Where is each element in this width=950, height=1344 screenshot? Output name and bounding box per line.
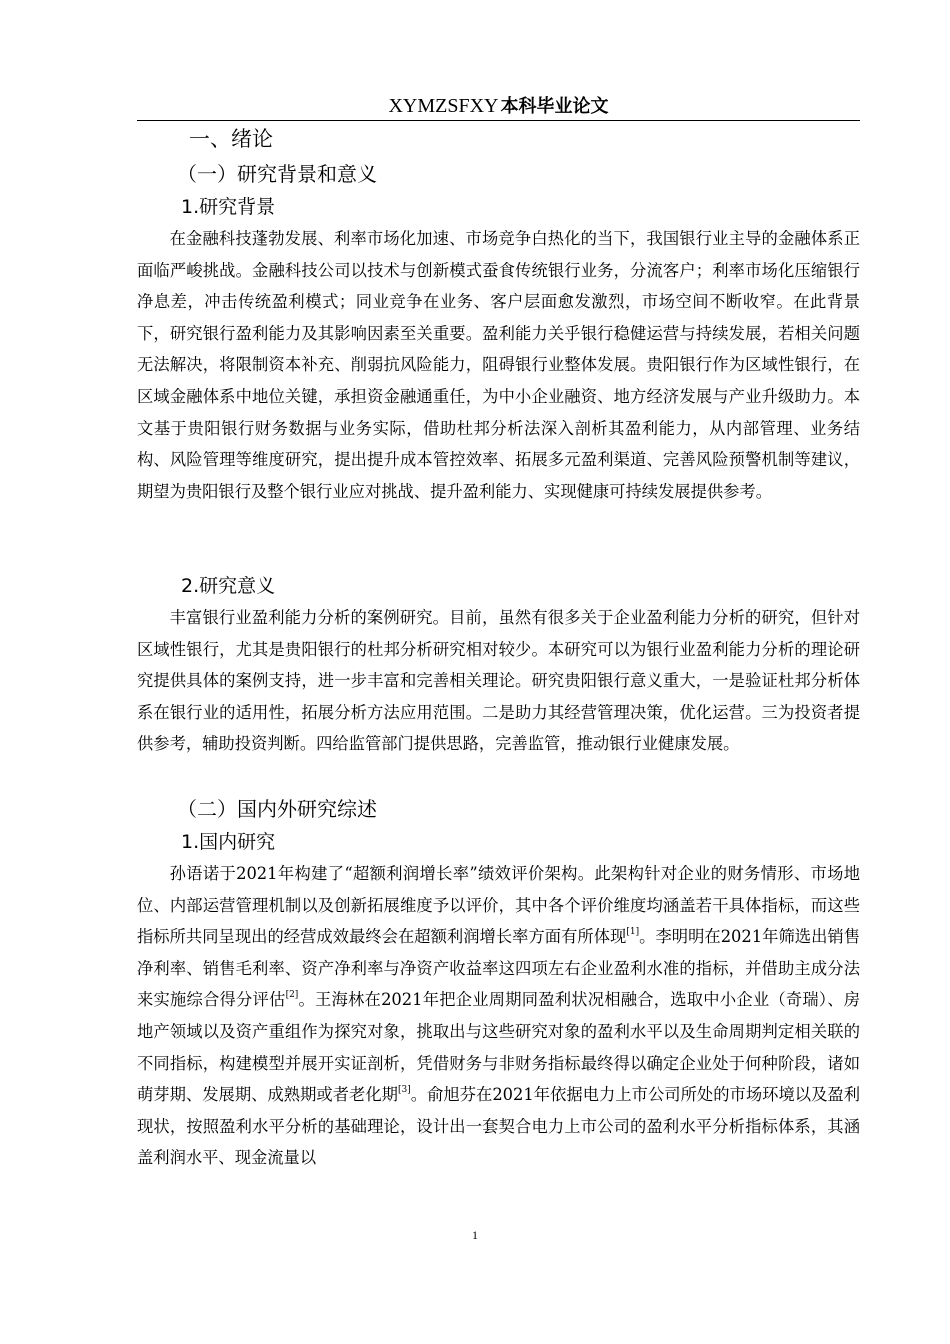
section-title: （二）国内外研究综述 bbox=[177, 797, 377, 821]
section-title: （一）研究背景和意义 bbox=[177, 162, 377, 186]
chapter-title: 一、绪论 bbox=[189, 127, 273, 151]
page-number: 1 bbox=[472, 1228, 478, 1242]
subsection-title: 2.研究意义 bbox=[181, 575, 276, 597]
page-body bbox=[137, 121, 860, 1174]
header-latin: XYMZSFXY bbox=[388, 95, 499, 117]
paragraph: 丰富银行业盈利能力分析的案例研究。目前，虽然有很多关于企业盈利能力分析的研究，但针对区域性银行，尤其是贵阳银行的杜邦分析研究相对较少。本研究可以为银行业盈利能力分析的理论研究提供具体的案例支持，进一步丰富和完善相关理论。研究贵阳银行意义重大，一是验证杜邦分析体系在银行业的适用性，拓展分析方法应用范围。二是助力其经营管理决策，优化运营。三为投资者提供参考，辅助投资判断。四给监管部门提供思路，完善监管，推动银行业健康发展。 bbox=[137, 608, 860, 754]
citation[interactable]: [3] bbox=[397, 1085, 411, 1096]
subsection-title: 1.研究背景 bbox=[181, 196, 276, 218]
paragraph-text: 。王海林在2021年把企业周期同盈利状况相融合，选取中小企业（奇瑞）、房地产领域以及资产重组作为探究对象，挑取出与这些研究对象的盈利水平以及生命周期判定相关联的不同指标，构建模型并展开实证剖析，凭借财务与非财务指标最终得以确定企业处于何种阶段，诸如萌芽期、发展期、成熟期或者老化期 bbox=[137, 990, 860, 1105]
citation[interactable]: [2] bbox=[285, 990, 299, 1001]
subsection-title: 1.国内研究 bbox=[181, 831, 276, 853]
paragraph-text: 孙语诺于2021年构建了“超额利润增长率”绩效评价架构。此架构针对企业的财务情形、市场地位、内部运营管理机制以及创新拓展维度予以评价，其中各个评价维度均涵盖若干具体指标，而这些指标所共同呈现出的经营成效最终会在超额利润增长率方面有所体现 bbox=[137, 864, 860, 947]
header-title: 本科毕业论文 bbox=[500, 96, 609, 117]
paragraph-text: 。李明明在2021年筛选出销售净利率、销售毛利率、资产净利率与净资产收益率这四项左右企业盈利水准的指标，并借助主成分法来实施综合得分评估 bbox=[137, 927, 861, 1010]
citation[interactable]: [1] bbox=[626, 927, 640, 938]
paragraph: 在金融科技蓬勃发展、利率市场化加速、市场竞争白热化的当下，我国银行业主导的金融体系正面临严峻挑战。金融科技公司以技术与创新模式蚕食传统银行业务，分流客户；利率市场化压缩银行净息差，冲击传统盈利模式；同业竞争在业务、客户层面愈发激烈，市场空间不断收窄。在此背景下，研究银行盈利能力及其影响因素至关重要。盈利能力关乎银行稳健运营与持续发展，若相关问题无法解决，将限制资本补充、削弱抗风险能力，阻碍银行业整体发展。贵阳银行作为区域性银行，在区域金融体系中地位关键，承担资金融通重任，为中小企业融资、地方经济发展与产业升级助力。本文基于贵阳银行财务数据与业务实际，借助杜邦分析法深入剖析其盈利能力，从内部管理、业务结构、风险管理等维度研究，提出提升成本管控效率、拓展多元盈利渠道、完善风险预警机制等建议，期望为贵阳银行及整个银行业应对挑战、提升盈利能力、实现健康可持续发展提供参考。 bbox=[137, 229, 860, 501]
paragraph-text: 。俞旭芬在2021年依据电力上市公司所处的市场环境以及盈利现状，按照盈利水平分析的基础理论，设计出一套契合电力上市公司的盈利水平分析指标体系，其涵盖利润水平、现金流量以 bbox=[137, 1085, 860, 1168]
running-header bbox=[137, 92, 860, 121]
paragraph bbox=[137, 858, 860, 1174]
